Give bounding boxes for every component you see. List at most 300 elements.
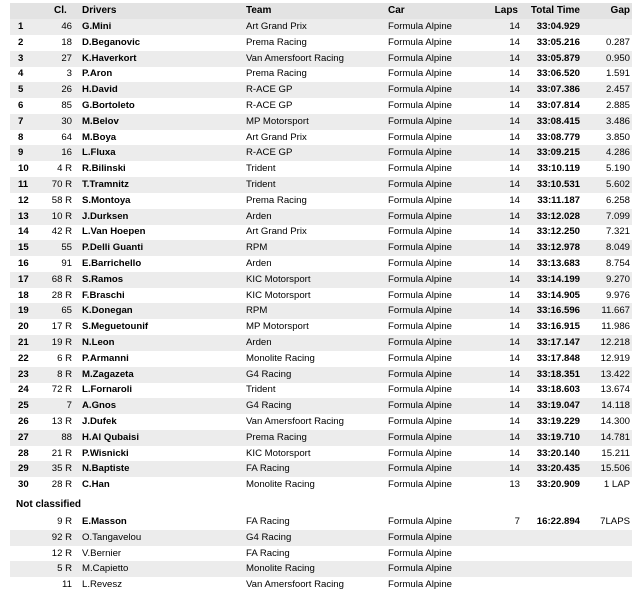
table-row	[10, 82, 632, 98]
car-cell: Formula Alpine	[388, 321, 452, 333]
gap-cell: 13.674	[600, 384, 630, 396]
laps-cell: 14	[509, 463, 520, 475]
table-row	[10, 530, 632, 546]
position-cell: 1	[18, 21, 24, 32]
car-cell: Formula Alpine	[388, 273, 452, 285]
car-cell: Formula Alpine	[388, 68, 452, 80]
car-number-cell: 19 R	[51, 337, 72, 348]
driver-cell: P.Delli Guanti	[82, 242, 144, 254]
driver-cell: O.Tangavelou	[82, 531, 142, 543]
car-cell: Formula Alpine	[388, 194, 452, 206]
laps-cell: 14	[509, 289, 520, 301]
laps-cell: 14	[509, 147, 520, 159]
laps-cell: 14	[509, 352, 520, 364]
laps-cell: 14	[509, 368, 520, 380]
gap-cell	[576, 546, 630, 562]
driver-cell: L.Fornaroli	[82, 384, 133, 396]
total-time-cell	[522, 561, 580, 577]
car-cell: Formula Alpine	[388, 242, 452, 254]
laps-cell: 14	[509, 447, 520, 459]
position-cell: 2	[18, 36, 24, 48]
team-cell: Art Grand Prix	[246, 21, 307, 32]
team-cell: Monolite Racing	[246, 563, 315, 575]
team-cell: G4 Racing	[246, 531, 292, 543]
car-cell: Formula Alpine	[388, 531, 452, 543]
car-number-cell: 11	[62, 579, 72, 591]
table-row	[10, 19, 632, 35]
table-row	[10, 430, 632, 446]
car-cell: Formula Alpine	[388, 400, 452, 412]
total-time-cell: 33:16.596	[536, 305, 580, 317]
car-number-cell: 72 R	[51, 384, 72, 396]
total-time-cell	[522, 546, 580, 562]
position-cell: 24	[18, 384, 29, 396]
car-cell: Formula Alpine	[388, 447, 452, 459]
laps-cell: 13	[509, 479, 520, 491]
table-row	[10, 335, 632, 351]
position-cell: 4	[18, 68, 24, 80]
laps-cell: 14	[509, 226, 520, 238]
team-cell: FA Racing	[246, 463, 290, 475]
position-cell: 23	[18, 368, 29, 380]
team-cell: MP Motorsport	[246, 321, 309, 333]
laps-cell: 14	[509, 321, 520, 333]
driver-cell: H.David	[82, 84, 118, 96]
driver-cell: L.Fluxa	[82, 147, 116, 159]
laps-cell: 14	[509, 115, 520, 127]
table-row	[10, 288, 632, 304]
car-cell: Formula Alpine	[388, 84, 452, 96]
car-cell: Formula Alpine	[388, 516, 452, 527]
table-row	[10, 546, 632, 562]
gap-cell: 15.506	[600, 463, 630, 475]
driver-cell: P.Armanni	[82, 352, 129, 364]
table-row	[10, 98, 632, 114]
laps-cell: 14	[509, 163, 520, 175]
driver-cell: J.Dufek	[82, 416, 117, 427]
table-row	[10, 514, 632, 530]
table-row	[10, 477, 632, 493]
position-cell: 3	[18, 52, 24, 64]
driver-cell: M.Belov	[82, 115, 119, 127]
car-cell: Formula Alpine	[388, 416, 452, 427]
table-row	[10, 446, 632, 462]
laps-cell: 14	[509, 131, 520, 143]
driver-cell: E.Barrichello	[82, 258, 142, 269]
laps-cell: 14	[509, 400, 520, 412]
laps-cell: 7	[514, 516, 520, 527]
position-cell: 14	[18, 226, 29, 238]
driver-cell: M.Capietto	[82, 563, 129, 575]
laps-cell: 14	[509, 258, 520, 269]
car-cell: Formula Alpine	[388, 579, 452, 591]
header-laps: Laps	[494, 5, 518, 16]
driver-cell: G.Mini	[82, 21, 112, 32]
table-row	[10, 303, 632, 319]
car-cell: Formula Alpine	[388, 210, 452, 222]
position-cell: 8	[18, 131, 24, 143]
position-cell: 11	[18, 179, 29, 190]
position-cell: 22	[18, 352, 29, 364]
car-number-cell: 4 R	[57, 163, 72, 175]
driver-cell: S.Montoya	[82, 194, 131, 206]
table-row	[10, 367, 632, 383]
gap-cell: 11.986	[601, 321, 630, 333]
header-total-time: Total Time	[530, 5, 580, 16]
team-cell: Art Grand Prix	[246, 226, 307, 238]
position-cell: 9	[18, 147, 24, 159]
car-number-cell: 5 R	[57, 563, 72, 575]
team-cell: R-ACE GP	[246, 84, 293, 96]
car-number-cell: 9 R	[57, 516, 72, 527]
laps-cell: 14	[509, 210, 520, 222]
team-cell: Prema Racing	[246, 36, 307, 48]
table-row	[10, 461, 632, 477]
car-cell: Formula Alpine	[388, 289, 452, 301]
total-time-cell: 33:07.814	[536, 100, 580, 111]
team-cell: Arden	[246, 258, 272, 269]
table-header	[10, 3, 632, 19]
gap-cell: 6.258	[605, 194, 630, 206]
driver-cell: C.Han	[82, 479, 110, 491]
driver-cell: K.Haverkort	[82, 52, 137, 64]
gap-cell: 7.321	[605, 226, 630, 238]
team-cell: KIC Motorsport	[246, 273, 311, 285]
table-row	[10, 256, 632, 272]
team-cell: Monolite Racing	[246, 479, 315, 491]
table-row	[10, 319, 632, 335]
total-time-cell: 33:12.250	[536, 226, 580, 238]
car-number-cell: 12 R	[51, 547, 72, 559]
total-time-cell: 33:17.147	[536, 337, 580, 348]
table-row	[10, 35, 632, 51]
driver-cell: M.Zagazeta	[82, 368, 134, 380]
gap-cell: 12.919	[600, 352, 630, 364]
driver-cell: F.Braschi	[82, 289, 125, 301]
total-time-cell: 33:10.531	[536, 179, 580, 190]
team-cell: FA Racing	[246, 547, 290, 559]
gap-cell: 9.976	[605, 289, 630, 301]
team-cell: KIC Motorsport	[246, 289, 311, 301]
header-drivers: Drivers	[82, 5, 117, 16]
driver-cell: K.Donegan	[82, 305, 133, 317]
car-cell: Formula Alpine	[388, 463, 452, 475]
position-cell: 19	[18, 305, 29, 317]
laps-cell: 14	[509, 36, 520, 48]
driver-cell: A.Gnos	[82, 400, 117, 412]
header-team: Team	[246, 5, 272, 16]
car-number-cell: 70 R	[51, 179, 72, 190]
team-cell: G4 Racing	[246, 368, 292, 380]
position-cell: 28	[18, 447, 29, 459]
car-cell: Formula Alpine	[388, 52, 452, 64]
laps-cell	[490, 546, 520, 562]
car-cell: Formula Alpine	[388, 226, 452, 238]
laps-cell: 14	[509, 21, 520, 32]
car-number-cell: 6 R	[57, 352, 72, 364]
car-cell: Formula Alpine	[388, 479, 452, 491]
team-cell: Arden	[246, 210, 272, 222]
laps-cell: 14	[509, 305, 520, 317]
table-row	[10, 193, 632, 209]
total-time-cell: 33:16.915	[536, 321, 580, 333]
total-time-cell: 33:07.386	[536, 84, 580, 96]
table-row	[10, 145, 632, 161]
gap-cell: 13.422	[600, 368, 630, 380]
car-number-cell: 21 R	[51, 447, 72, 459]
table-row	[10, 351, 632, 367]
laps-cell: 14	[509, 84, 520, 96]
team-cell: R-ACE GP	[246, 100, 293, 111]
position-cell: 30	[18, 479, 29, 491]
car-number-cell: 16	[61, 147, 72, 159]
table-row	[10, 114, 632, 130]
car-cell: Formula Alpine	[388, 384, 452, 396]
total-time-cell: 33:14.199	[536, 273, 580, 285]
total-time-cell: 33:20.140	[536, 447, 580, 459]
position-cell: 6	[18, 100, 24, 111]
total-time-cell: 33:09.215	[536, 147, 580, 159]
team-cell: Monolite Racing	[246, 352, 315, 364]
table-row	[10, 51, 632, 67]
team-cell: FA Racing	[246, 516, 290, 527]
table-row	[10, 272, 632, 288]
laps-cell: 14	[509, 68, 520, 80]
team-cell: G4 Racing	[246, 400, 292, 412]
gap-cell	[576, 561, 630, 577]
total-time-cell: 33:20.909	[536, 479, 580, 491]
driver-cell: P.Wisnicki	[82, 447, 129, 459]
car-number-cell: 18	[61, 36, 72, 48]
position-cell: 7	[18, 115, 24, 127]
total-time-cell: 33:19.710	[536, 431, 580, 443]
car-number-cell: 65	[61, 305, 72, 317]
gap-cell: 3.486	[605, 115, 630, 127]
position-cell: 13	[18, 210, 29, 222]
gap-cell: 14.118	[601, 400, 630, 412]
team-cell: R-ACE GP	[246, 147, 293, 159]
gap-cell	[576, 577, 630, 593]
total-time-cell: 33:17.848	[536, 352, 580, 364]
car-number-cell: 88	[61, 431, 72, 443]
car-cell: Formula Alpine	[388, 305, 452, 317]
gap-cell: 2.457	[605, 84, 630, 96]
gap-cell: 1.591	[605, 68, 630, 80]
total-time-cell	[522, 577, 580, 593]
driver-cell: N.Baptiste	[82, 463, 130, 475]
total-time-cell: 33:14.905	[536, 289, 580, 301]
table-row	[10, 382, 632, 398]
laps-cell	[490, 561, 520, 577]
car-number-cell: 55	[61, 242, 72, 254]
gap-cell: 14.781	[600, 431, 630, 443]
driver-cell: H.Al Qubaisi	[82, 431, 140, 443]
gap-cell: 15.211	[601, 447, 630, 459]
table-row	[10, 209, 632, 225]
table-row	[10, 66, 632, 82]
team-cell: Van Amersfoort Racing	[246, 52, 344, 64]
car-number-cell: 7	[66, 400, 72, 412]
car-cell: Formula Alpine	[388, 352, 452, 364]
car-number-cell: 8 R	[57, 368, 72, 380]
car-number-cell: 28 R	[51, 289, 72, 301]
team-cell: RPM	[246, 305, 268, 317]
gap-cell: 5.602	[605, 179, 630, 190]
laps-cell: 14	[509, 194, 520, 206]
header-cl: Cl.	[54, 5, 67, 16]
car-cell: Formula Alpine	[388, 368, 452, 380]
car-number-cell: 85	[61, 100, 72, 111]
total-time-cell: 33:12.028	[536, 210, 580, 222]
laps-cell: 14	[509, 431, 520, 443]
car-cell: Formula Alpine	[388, 337, 452, 348]
table-row	[10, 398, 632, 414]
total-time-cell: 33:04.929	[536, 21, 580, 32]
total-time-cell: 33:06.520	[536, 68, 580, 80]
laps-cell: 14	[509, 52, 520, 64]
table-row	[10, 177, 632, 193]
car-cell: Formula Alpine	[388, 547, 452, 559]
car-number-cell: 17 R	[51, 321, 72, 333]
laps-cell: 14	[509, 242, 520, 254]
gap-cell: 14.300	[600, 416, 630, 427]
gap-cell: 11.667	[601, 305, 630, 317]
driver-cell: M.Boya	[82, 131, 117, 143]
car-cell: Formula Alpine	[388, 431, 452, 443]
car-number-cell: 35 R	[51, 463, 72, 475]
car-cell: Formula Alpine	[388, 163, 452, 175]
car-number-cell: 58 R	[51, 194, 72, 206]
driver-cell: R.Bilinski	[82, 163, 126, 175]
laps-cell: 14	[509, 179, 520, 190]
position-cell: 21	[18, 337, 29, 348]
table-row	[10, 577, 632, 593]
table-row	[10, 161, 632, 177]
position-cell: 5	[18, 84, 24, 96]
position-cell: 25	[18, 400, 29, 412]
laps-cell: 14	[509, 416, 520, 427]
car-number-cell: 92 R	[51, 531, 72, 543]
total-time-cell: 33:05.879	[536, 52, 580, 64]
header-gap: Gap	[610, 5, 630, 16]
car-number-cell: 91	[61, 258, 72, 269]
car-number-cell: 3	[66, 68, 72, 80]
position-cell: 26	[18, 416, 29, 427]
driver-cell: E.Masson	[82, 516, 127, 527]
car-number-cell: 46	[61, 21, 72, 32]
total-time-cell: 33:19.047	[536, 400, 580, 412]
gap-cell: 8.754	[605, 258, 630, 269]
car-number-cell: 10 R	[51, 210, 72, 222]
driver-cell: S.Ramos	[82, 273, 124, 285]
driver-cell: L.Van Hoepen	[82, 226, 146, 238]
driver-cell: L.Revesz	[82, 579, 122, 591]
table-row	[10, 414, 632, 430]
car-number-cell: 13 R	[51, 416, 72, 427]
team-cell: Trident	[246, 179, 276, 190]
gap-cell	[576, 19, 630, 35]
laps-cell	[490, 530, 520, 546]
total-time-cell: 33:08.779	[536, 131, 580, 143]
driver-cell: S.Meguetounif	[82, 321, 149, 333]
gap-cell: 9.270	[605, 273, 630, 285]
car-number-cell: 27	[61, 52, 72, 64]
team-cell: Arden	[246, 337, 272, 348]
total-time-cell: 33:05.216	[536, 36, 580, 48]
gap-cell: 7LAPS	[600, 516, 630, 527]
car-cell: Formula Alpine	[388, 563, 452, 575]
table-row	[10, 240, 632, 256]
position-cell: 17	[18, 273, 29, 285]
gap-cell: 8.049	[605, 242, 630, 254]
team-cell: Trident	[246, 384, 276, 396]
gap-cell: 3.850	[605, 131, 630, 143]
car-cell: Formula Alpine	[388, 147, 452, 159]
total-time-cell: 33:18.351	[536, 368, 580, 380]
driver-cell: T.Tramnitz	[82, 179, 129, 190]
gap-cell: 5.190	[605, 163, 630, 175]
driver-cell: G.Bortoleto	[82, 100, 135, 111]
car-cell: Formula Alpine	[388, 100, 452, 111]
table-row	[10, 130, 632, 146]
team-cell: Trident	[246, 163, 276, 175]
position-cell: 18	[18, 289, 29, 301]
laps-cell: 14	[509, 100, 520, 111]
team-cell: Prema Racing	[246, 431, 307, 443]
team-cell: Art Grand Prix	[246, 131, 307, 143]
car-cell: Formula Alpine	[388, 21, 452, 32]
car-cell: Formula Alpine	[388, 115, 452, 127]
total-time-cell: 33:10.119	[537, 163, 580, 175]
laps-cell	[490, 577, 520, 593]
car-cell: Formula Alpine	[388, 179, 452, 190]
position-cell: 27	[18, 431, 29, 443]
car-cell: Formula Alpine	[388, 36, 452, 48]
car-number-cell: 30	[61, 115, 72, 127]
laps-cell: 14	[509, 337, 520, 348]
total-time-cell: 33:13.683	[536, 258, 580, 269]
team-cell: RPM	[246, 242, 268, 254]
team-cell: KIC Motorsport	[246, 447, 311, 459]
position-cell: 16	[18, 258, 29, 269]
position-cell: 12	[18, 194, 29, 206]
total-time-cell: 33:12.978	[536, 242, 580, 254]
total-time-cell: 16:22.894	[536, 516, 580, 527]
header-car: Car	[388, 5, 405, 16]
car-number-cell: 42 R	[51, 226, 72, 238]
driver-cell: V.Bernier	[82, 547, 122, 559]
gap-cell: 0.950	[605, 52, 630, 64]
total-time-cell: 33:19.229	[536, 416, 580, 427]
laps-cell: 14	[509, 384, 520, 396]
not-classified-title: Not classified	[16, 499, 82, 510]
team-cell: Van Amersfoort Racing	[246, 579, 344, 591]
driver-cell: D.Beganovic	[82, 36, 141, 48]
table-row	[10, 561, 632, 577]
table-row	[10, 224, 632, 240]
car-cell: Formula Alpine	[388, 258, 452, 269]
team-cell: Prema Racing	[246, 194, 307, 206]
car-number-cell: 26	[61, 84, 72, 96]
position-cell: 29	[18, 463, 29, 475]
position-cell: 10	[18, 163, 29, 175]
gap-cell: 2.885	[605, 100, 630, 111]
total-time-cell: 33:18.603	[536, 384, 580, 396]
position-cell: 15	[18, 242, 29, 254]
gap-cell: 1 LAP	[603, 479, 630, 491]
gap-cell	[576, 530, 630, 546]
team-cell: Prema Racing	[246, 68, 307, 80]
